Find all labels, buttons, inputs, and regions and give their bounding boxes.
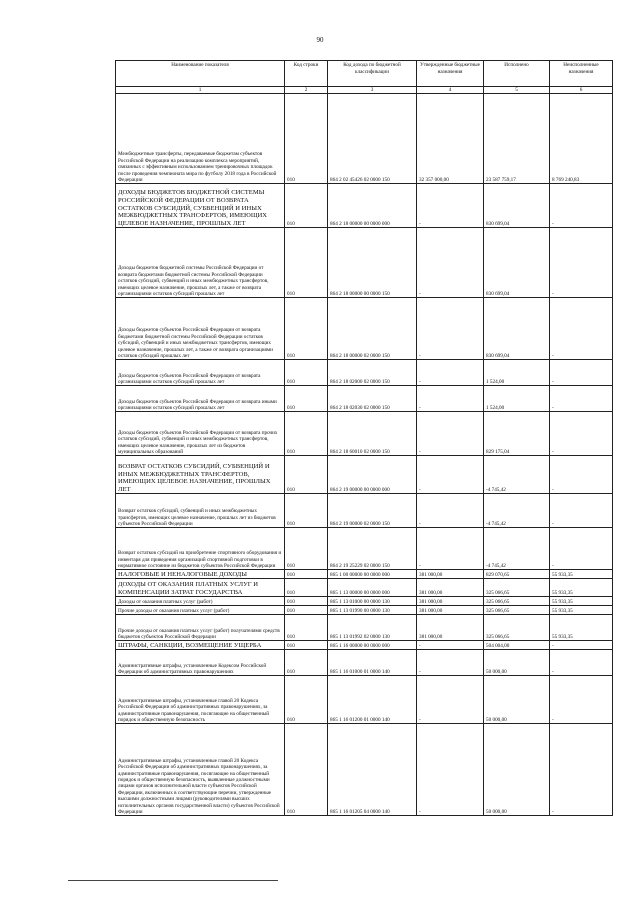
executed-cell: 325 066,65 xyxy=(484,615,550,641)
line-code-cell: 010 xyxy=(285,615,328,641)
unexecuted-cell: 55 933,35 xyxy=(550,579,613,597)
classification-code-cell: 864 2 18 02000 02 0000 150 xyxy=(328,360,417,386)
indicator-name-cell: ВОЗВРАТ ОСТАТКОВ СУБСИДИЙ, СУБВЕНЦИЙ И ИНЫХ МЕЖБЮДЖЕТНЫХ ТРАНСФЕРТОВ, ИМЕЮЩИХ ЦЕЛЕВОЕ НАЗНАЧЕНИЕ, ПРОШЛЫХ ЛЕТ xyxy=(116,456,285,494)
column-header-name: Наименование показателя xyxy=(116,61,285,87)
revenue-table xyxy=(115,60,613,816)
line-code-cell: 010 xyxy=(285,360,328,386)
unexecuted-cell: - xyxy=(550,184,613,228)
line-code-cell: 010 xyxy=(285,228,328,298)
approved-cell: - xyxy=(417,641,484,650)
column-header-unexecuted: Неисполненные назначения xyxy=(550,61,613,87)
approved-cell: - xyxy=(417,724,484,816)
indicator-name-cell: Прочие доходы от оказания платных услуг (работ) xyxy=(116,606,285,615)
classification-code-cell: 864 2 19 00000 00 0000 000 xyxy=(328,456,417,494)
approved-cell: - xyxy=(417,412,484,456)
approved-cell: 381 000,00 xyxy=(417,615,484,641)
classification-code-cell: 865 1 16 01200 01 0000 140 xyxy=(328,676,417,724)
classification-code-cell: 864 2 18 00000 00 0000 000 xyxy=(328,184,417,228)
table-row xyxy=(116,650,613,676)
executed-cell: 1 524,00 xyxy=(484,386,550,412)
executed-cell: 50 000,00 xyxy=(484,676,550,724)
classification-code-cell: 864 2 19 25229 02 0000 150 xyxy=(328,528,417,570)
executed-cell: 23 587 759,17 xyxy=(484,94,550,184)
classification-code-cell: 865 1 13 01000 00 0000 130 xyxy=(328,597,417,606)
executed-cell: 325 066,65 xyxy=(484,606,550,615)
executed-cell: 325 066,65 xyxy=(484,597,550,606)
unexecuted-cell: 55 933,35 xyxy=(550,597,613,606)
unexecuted-cell: - xyxy=(550,298,613,360)
table-row xyxy=(116,528,613,570)
line-code-cell: 010 xyxy=(285,724,328,816)
table-row xyxy=(116,456,613,494)
indicator-name-cell: Доходы бюджетов субъектов Российской Федерации от возврата организациями остатков субсидий прошлых лет xyxy=(116,360,285,386)
indicator-name-cell: ШТРАФЫ, САНКЦИИ, ВОЗМЕЩЕНИЕ УЩЕРБА xyxy=(116,641,285,650)
approved-cell: - xyxy=(417,456,484,494)
line-code-cell: 010 xyxy=(285,570,328,579)
table-row xyxy=(116,606,613,615)
unexecuted-cell: - xyxy=(550,360,613,386)
table-row xyxy=(116,412,613,456)
column-number: 6 xyxy=(550,87,613,94)
indicator-name-cell: Межбюджетные трансферты, передаваемые бюджетам субъектов Российской Федерации на реализацию комплекса мероприятий, связанных с эффективным использованием тренировочных площадок после проведения чемпионата мира по футболу 2018 года в Российской Федерации xyxy=(116,94,285,184)
approved-cell: - xyxy=(417,184,484,228)
unexecuted-cell: - xyxy=(550,456,613,494)
unexecuted-cell: - xyxy=(550,412,613,456)
column-number: 2 xyxy=(285,87,328,94)
indicator-name-cell: Административные штрафы, установленные главой 20 Кодекса Российской Федерации об административных правонарушениях, за административные правонарушения, посягающие на общественный порядок и общественную безопасность xyxy=(116,676,285,724)
approved-cell: - xyxy=(417,528,484,570)
column-header-executed: Исполнено xyxy=(484,61,550,87)
table-body xyxy=(116,94,613,816)
unexecuted-cell: - xyxy=(550,650,613,676)
indicator-name-cell: Доходы бюджетов субъектов Российской Федерации от возврата бюджетами бюджетной системы Российской Федерации остатков субсидий, субвенций и иных межбюджетных трансфертов, имеющих целевое назначение, прошлых лет, а также от возврата организациями остатков субсидий прошлых лет xyxy=(116,298,285,360)
approved-cell: - xyxy=(417,360,484,386)
line-code-cell: 010 xyxy=(285,386,328,412)
table-row xyxy=(116,184,613,228)
unexecuted-cell: 55 933,35 xyxy=(550,615,613,641)
table-row xyxy=(116,597,613,606)
line-code-cell: 010 xyxy=(285,676,328,724)
approved-cell: - xyxy=(417,650,484,676)
line-code-cell: 010 xyxy=(285,494,328,528)
approved-cell: 381 000,00 xyxy=(417,570,484,579)
indicator-name-cell: Административные штрафы, установленные Кодексом Российской Федерации об административных правонарушениях xyxy=(116,650,285,676)
table-row xyxy=(116,676,613,724)
unexecuted-cell: - xyxy=(550,641,613,650)
classification-code-cell: 865 1 13 01992 02 0000 130 xyxy=(328,615,417,641)
unexecuted-cell: - xyxy=(550,386,613,412)
indicator-name-cell: Прочие доходы от оказания платных услуг (работ) получателями средств бюджетов субъектов Российской Федерации xyxy=(116,615,285,641)
table-row xyxy=(116,298,613,360)
line-code-cell: 010 xyxy=(285,456,328,494)
indicator-name-cell: Доходы бюджетов субъектов Российской Федерации от возврата прочих остатков субсидий, субвенций и иных межбюджетных трансфертов, имеющих целевое назначение, прошлых лет из бюджетов муниципальных образований xyxy=(116,412,285,456)
line-code-cell: 010 xyxy=(285,650,328,676)
executed-cell: -4 745,42 xyxy=(484,456,550,494)
line-code-cell: 010 xyxy=(285,528,328,570)
classification-code-cell: 865 1 13 00000 00 0000 000 xyxy=(328,579,417,597)
line-code-cell: 010 xyxy=(285,298,328,360)
column-header-line-code: Код строки xyxy=(285,61,328,87)
approved-cell: - xyxy=(417,386,484,412)
unexecuted-cell: 8 769 240,83 xyxy=(550,94,613,184)
classification-code-cell: 864 2 18 60010 02 0000 150 xyxy=(328,412,417,456)
indicator-name-cell: НАЛОГОВЫЕ И НЕНАЛОГОВЫЕ ДОХОДЫ xyxy=(116,570,285,579)
indicator-name-cell: Возврат остатков субсидий на приобретение спортивного оборудования и инвентаря для приведения организаций спортивной подготовки в нормативное состояние из бюджетов субъектов Российской Федерации xyxy=(116,528,285,570)
approved-cell: 381 000,00 xyxy=(417,597,484,606)
classification-code-cell: 865 1 00 00000 00 0000 000 xyxy=(328,570,417,579)
classification-code-cell: 864 2 02 45426 02 0000 150 xyxy=(328,94,417,184)
classification-code-cell: 865 1 16 01000 01 0000 140 xyxy=(328,650,417,676)
line-code-cell: 010 xyxy=(285,412,328,456)
classification-code-cell: 864 2 18 00000 02 0000 150 xyxy=(328,298,417,360)
line-code-cell: 010 xyxy=(285,184,328,228)
unexecuted-cell: - xyxy=(550,724,613,816)
indicator-name-cell: Доходы от оказания платных услуг (работ) xyxy=(116,597,285,606)
line-code-cell: 010 xyxy=(285,606,328,615)
footer-divider xyxy=(68,880,278,881)
table-row xyxy=(116,494,613,528)
executed-cell: 50 000,00 xyxy=(484,724,550,816)
executed-cell: 830 699,04 xyxy=(484,184,550,228)
classification-code-cell: 865 1 16 00000 00 0000 000 xyxy=(328,641,417,650)
line-code-cell: 010 xyxy=(285,579,328,597)
executed-cell: 830 699,04 xyxy=(484,298,550,360)
approved-cell: 381 000,00 xyxy=(417,579,484,597)
classification-code-cell: 864 2 18 02030 02 0000 150 xyxy=(328,386,417,412)
approved-cell: - xyxy=(417,676,484,724)
unexecuted-cell: - xyxy=(550,494,613,528)
column-header-approved: Утвержденные бюджетные назначения xyxy=(417,61,484,87)
table-row xyxy=(116,724,613,816)
unexecuted-cell: - xyxy=(550,228,613,298)
column-header-classification-code: Код дохода по бюджетной классификации xyxy=(328,61,417,87)
approved-cell: - xyxy=(417,298,484,360)
column-number: 3 xyxy=(328,87,417,94)
line-code-cell: 010 xyxy=(285,641,328,650)
approved-cell: 381 000,00 xyxy=(417,606,484,615)
table-row xyxy=(116,615,613,641)
line-code-cell: 010 xyxy=(285,94,328,184)
executed-cell: 829 070,65 xyxy=(484,570,550,579)
indicator-name-cell: ДОХОДЫ БЮДЖЕТОВ БЮДЖЕТНОЙ СИСТЕМЫ РОССИЙСКОЙ ФЕДЕРАЦИИ ОТ ВОЗВРАТА ОСТАТКОВ СУБСИДИЙ, СУБВЕНЦИЙ И ИНЫХ МЕЖБЮДЖЕТНЫХ ТРАНСФЕРТОВ, ИМЕЮЩИХ ЦЕЛЕВОЕ НАЗНАЧЕНИЕ, ПРОШЛЫХ ЛЕТ xyxy=(116,184,285,228)
executed-cell: 50 000,00 xyxy=(484,650,550,676)
executed-cell: 829 175,04 xyxy=(484,412,550,456)
unexecuted-cell: 55 933,35 xyxy=(550,570,613,579)
table-row xyxy=(116,360,613,386)
unexecuted-cell: 55 933,35 xyxy=(550,606,613,615)
column-number-row xyxy=(116,87,613,94)
unexecuted-cell: - xyxy=(550,528,613,570)
column-number: 4 xyxy=(417,87,484,94)
column-number: 5 xyxy=(484,87,550,94)
indicator-name-cell: Доходы бюджетов бюджетной системы Российской Федерации от возврата бюджетами бюджетной системы Российской Федерации остатков субсидий, субвенций и иных межбюджетных трансфертов, имеющих целевое назначение, прошлых лет, а также от возврата организациями остатков субсидий прошлых лет xyxy=(116,228,285,298)
classification-code-cell: 865 1 16 01205 04 0000 140 xyxy=(328,724,417,816)
executed-cell: 325 066,65 xyxy=(484,579,550,597)
unexecuted-cell: - xyxy=(550,676,613,724)
classification-code-cell: 864 2 18 00000 00 0000 150 xyxy=(328,228,417,298)
indicator-name-cell: Административные штрафы, установленные главой 20 Кодекса Российской Федерации об административных правонарушениях, за административные правонарушения, посягающие на общественный порядок и общественную безопасность, выявленные должностными лицами органов исполнительной власти субъектов Российской Федерации, включенных в соответствующие перечни, утвержденные высшими должностными лицами (руководителями высших исполнительных органов государственной власти) субъектов Российской Федерации xyxy=(116,724,285,816)
table-row xyxy=(116,228,613,298)
indicator-name-cell: ДОХОДЫ ОТ ОКАЗАНИЯ ПЛАТНЫХ УСЛУГ И КОМПЕНСАЦИИ ЗАТРАТ ГОСУДАРСТВА xyxy=(116,579,285,597)
executed-cell: -4 745,42 xyxy=(484,528,550,570)
line-code-cell: 010 xyxy=(285,597,328,606)
table-row xyxy=(116,641,613,650)
page-number: 90 xyxy=(316,36,324,44)
indicator-name-cell: Возврат остатков субсидий, субвенций и иных межбюджетных трансфертов, имеющих целевое назначение, прошлых лет из бюджетов субъектов Российской Федерации xyxy=(116,494,285,528)
approved-cell: - xyxy=(417,228,484,298)
classification-code-cell: 864 2 19 00000 02 0000 150 xyxy=(328,494,417,528)
executed-cell: 1 524,00 xyxy=(484,360,550,386)
executed-cell: 504 004,00 xyxy=(484,641,550,650)
approved-cell: - xyxy=(417,494,484,528)
table-row xyxy=(116,570,613,579)
table-row xyxy=(116,94,613,184)
table-row xyxy=(116,386,613,412)
classification-code-cell: 865 1 13 01990 00 0000 130 xyxy=(328,606,417,615)
header-row xyxy=(116,61,613,87)
executed-cell: -4 745,42 xyxy=(484,494,550,528)
executed-cell: 830 699,04 xyxy=(484,228,550,298)
approved-cell: 32 357 000,00 xyxy=(417,94,484,184)
indicator-name-cell: Доходы бюджетов субъектов Российской Федерации от возврата иными организациями остатков субсидий прошлых лет xyxy=(116,386,285,412)
column-number: 1 xyxy=(116,87,285,94)
table-row xyxy=(116,579,613,597)
